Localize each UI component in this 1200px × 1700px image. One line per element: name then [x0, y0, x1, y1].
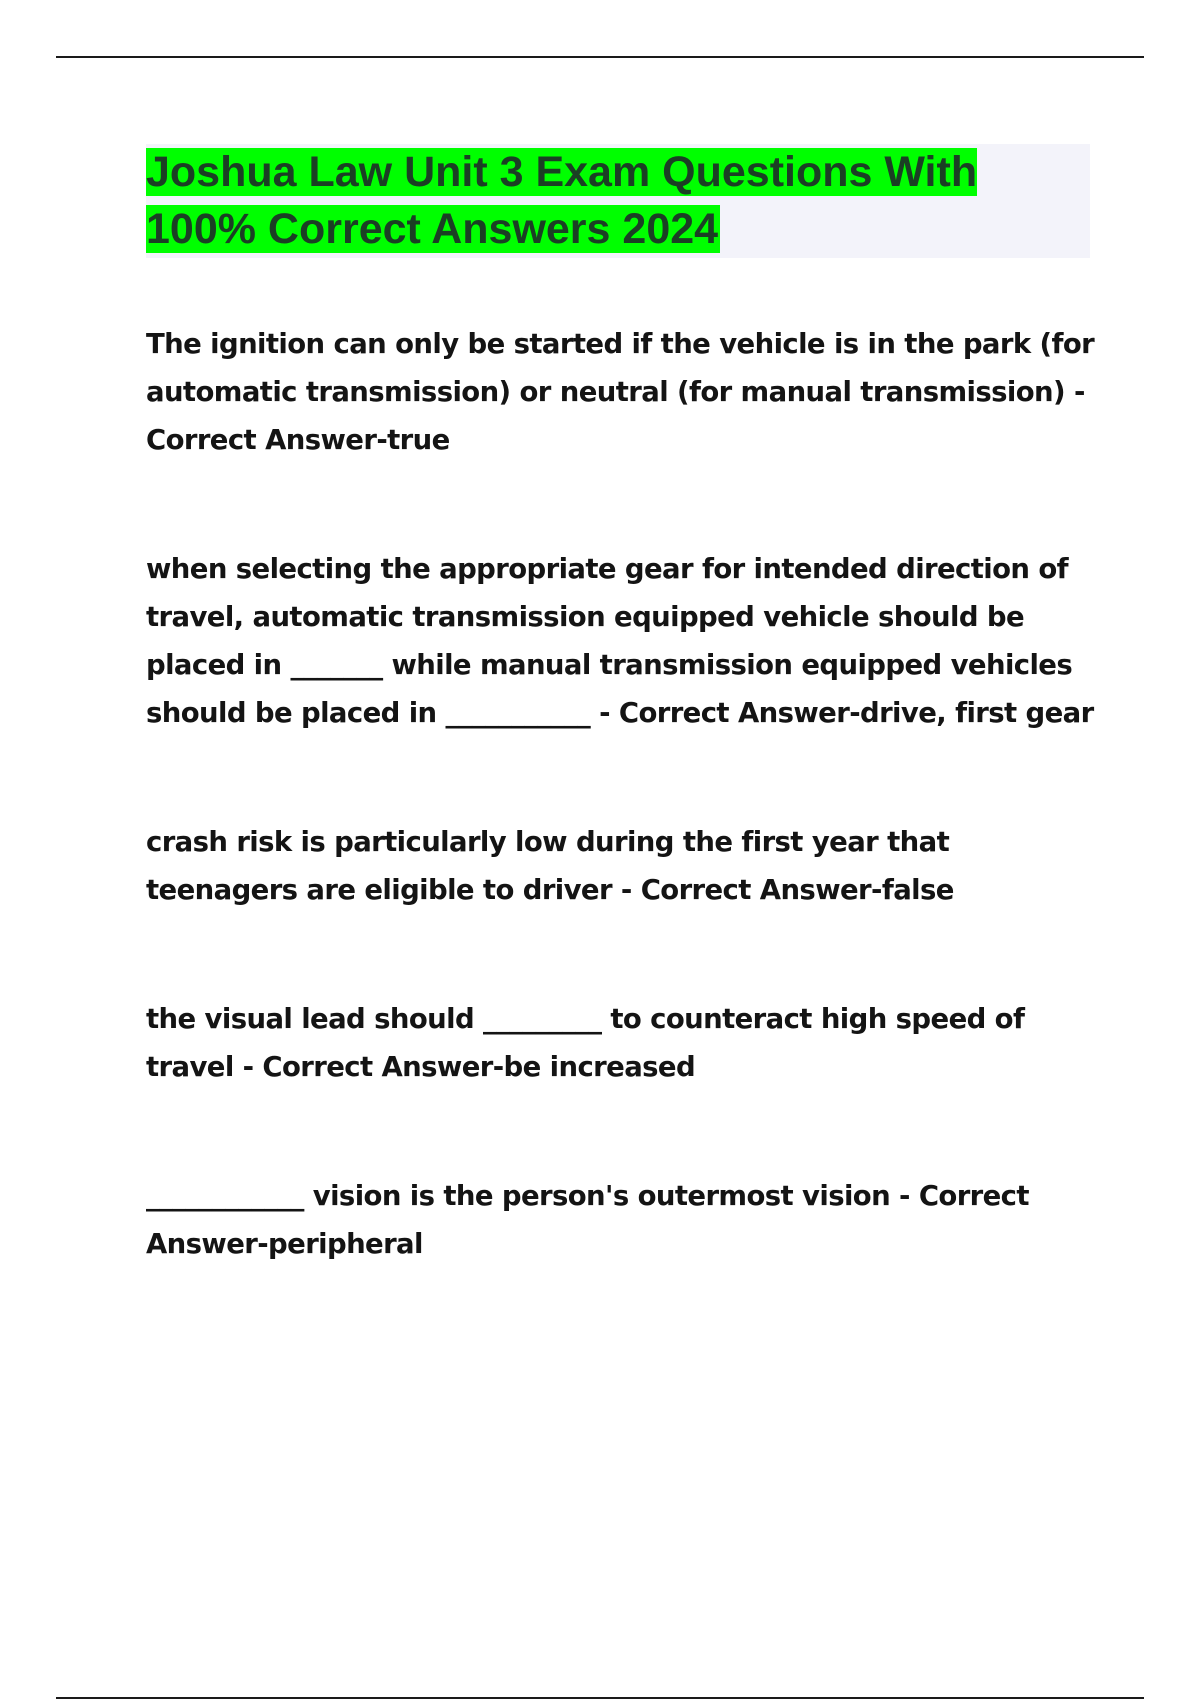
question-item-2: when selecting the appropriate gear for intended direction of travel, automatic transmission equipped vehicle should be placed in _______ while manual transmission equipped vehicles should be placed in ___________ - Correct Answer-drive, first gear — [146, 553, 1094, 729]
footer-rule — [56, 1697, 1144, 1699]
question-item-1: The ignition can only be started if the vehicle is in the park (for automatic transmission) or neutral (for manual transmission) - Correct Answer-true — [146, 328, 1095, 456]
title-block — [146, 144, 1090, 258]
question-list — [146, 320, 1096, 1268]
question-item-5: ____________ vision is the person's outermost vision - Correct Answer-peripheral — [146, 1180, 1029, 1260]
header-rule — [56, 56, 1144, 58]
question-item-4: the visual lead should _________ to counteract high speed of travel - Correct Answer-be increased — [146, 1003, 1025, 1083]
question-item-3: crash risk is particularly low during the first year that teenagers are eligible to driver - Correct Answer-false — [146, 826, 954, 906]
document-title — [146, 144, 1090, 258]
document-title-text: Joshua Law Unit 3 Exam Questions With 100% Correct Answers 2024 — [146, 148, 978, 253]
